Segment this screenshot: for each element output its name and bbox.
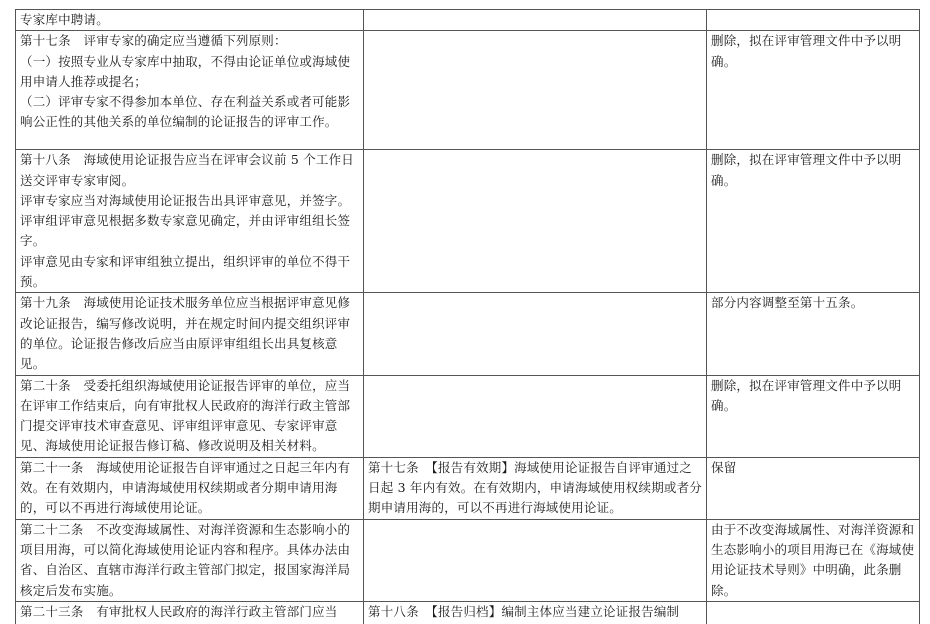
revised-text-cell: [364, 457, 707, 519]
table-row: [16, 519, 920, 601]
revised-text-cell: [364, 293, 707, 375]
revised-text-cell: [364, 375, 707, 457]
cell-paragraph: 部分内容调整至第十五条。: [711, 295, 864, 311]
cell-paragraph: 删除，拟在评审管理文件中予以明确。: [711, 33, 902, 69]
revision-note-cell: [707, 150, 920, 293]
cell-paragraph: 删除，拟在评审管理文件中予以明确。: [711, 377, 902, 413]
cell-paragraph: 第十七条 【报告有效期】海域使用论证报告自评审通过之日起 3 年内有效。在有效期内，申请海域使用权续期或者分期申请用海的，可以不再进行海域使用论证。: [368, 459, 703, 516]
table-row: [16, 293, 920, 375]
original-text-cell: [16, 31, 364, 150]
table-row: [16, 457, 920, 519]
cell-paragraph: 第十八条 海域使用论证报告应当在评审会议前 5 个工作日送交评审专家审阅。: [20, 152, 355, 188]
revised-text-cell: [364, 519, 707, 601]
cell-paragraph: 第二十二条 不改变海域属性、对海洋资源和生态影响小的项目用海，可以简化海域使用论证内容和程序。具体办法由省、自治区、直辖市海洋行政主管部门拟定，报国家海洋局核定后发布实施。: [20, 521, 351, 598]
cell-paragraph: 第二十一条 海域使用论证报告自评审通过之日起三年内有效。在有效期内，申请海域使用权续期或者分期申请用海的，可以不再进行海域使用论证。: [20, 459, 351, 516]
cell-paragraph: 专家库中聘请。: [20, 12, 109, 27]
original-text-cell: [16, 519, 364, 601]
cell-paragraph: 评审专家应当对海域使用论证报告出具评审意见，并签字。评审组评审意见根据多数专家意见确定，并由评审组组长签字。: [20, 192, 351, 249]
cell-paragraph: （一）按照专业从专家库中抽取，不得由论证单位或海域使用申请人推荐或提名；: [20, 53, 351, 89]
revised-text-cell: [364, 31, 707, 150]
cell-paragraph: 第十八条 【报告归档】编制主体应当建立论证报告编制: [368, 603, 680, 619]
revised-text-cell: [364, 150, 707, 293]
revised-text-cell: [364, 601, 707, 624]
original-text-cell: [16, 457, 364, 519]
revision-note-cell: [707, 601, 920, 624]
revision-note-cell: [707, 293, 920, 375]
cell-paragraph: 保留: [711, 459, 737, 475]
cell-paragraph: 第二十条 受委托组织海域使用论证报告评审的单位，应当在评审工作结束后，向有审批权人民政府的海洋行政主管部门提交评审技术审查意见、评审组评审意见、专家评审意见、海域使用论证报告修订稿、修改说明及相关材料。: [20, 377, 351, 454]
cell-paragraph: （二）评审专家不得参加本单位、存在利益关系或者可能影响公正性的其他关系的单位编制的论证报告的评审工作。: [20, 94, 351, 130]
cell-paragraph: 由于不改变海域属性、对海洋资源和生态影响小的项目用海已在《海域使用论证技术导则》中明确，此条删除。: [711, 521, 915, 598]
revision-note-cell: [707, 375, 920, 457]
table-row: [16, 601, 920, 624]
revision-note-cell: [707, 457, 920, 519]
original-text-cell: [16, 375, 364, 457]
comparison-table: [15, 9, 920, 624]
cell-paragraph: 第十九条 海域使用论证技术服务单位应当根据评审意见修改论证报告，编写修改说明，并在规定时间内提交组织评审的单位。论证报告修改后应当由原评审组组长出具复核意见。: [20, 295, 351, 372]
original-text-cell: [16, 601, 364, 624]
table-row: [16, 375, 920, 457]
revision-note-cell: [707, 31, 920, 150]
cell-paragraph: 第二十三条 有审批权人民政府的海洋行政主管部门应当: [20, 603, 338, 619]
table-row: [16, 150, 920, 293]
cell-paragraph: 评审意见由专家和评审组独立提出，组织评审的单位不得干预。: [20, 253, 351, 290]
revised-text-cell: [364, 10, 707, 31]
original-text-cell: [16, 10, 364, 31]
original-text-cell: [16, 150, 364, 293]
revision-note-cell: [707, 519, 920, 601]
cell-paragraph: 删除，拟在评审管理文件中予以明确。: [711, 152, 902, 188]
comparison-table-body: [16, 10, 920, 624]
cell-paragraph: 第十七条 评审专家的确定应当遵循下列原则：: [20, 33, 287, 49]
original-text-cell: [16, 293, 364, 375]
table-row: [16, 10, 920, 31]
table-row: [16, 31, 920, 150]
revision-note-cell: [707, 10, 920, 31]
